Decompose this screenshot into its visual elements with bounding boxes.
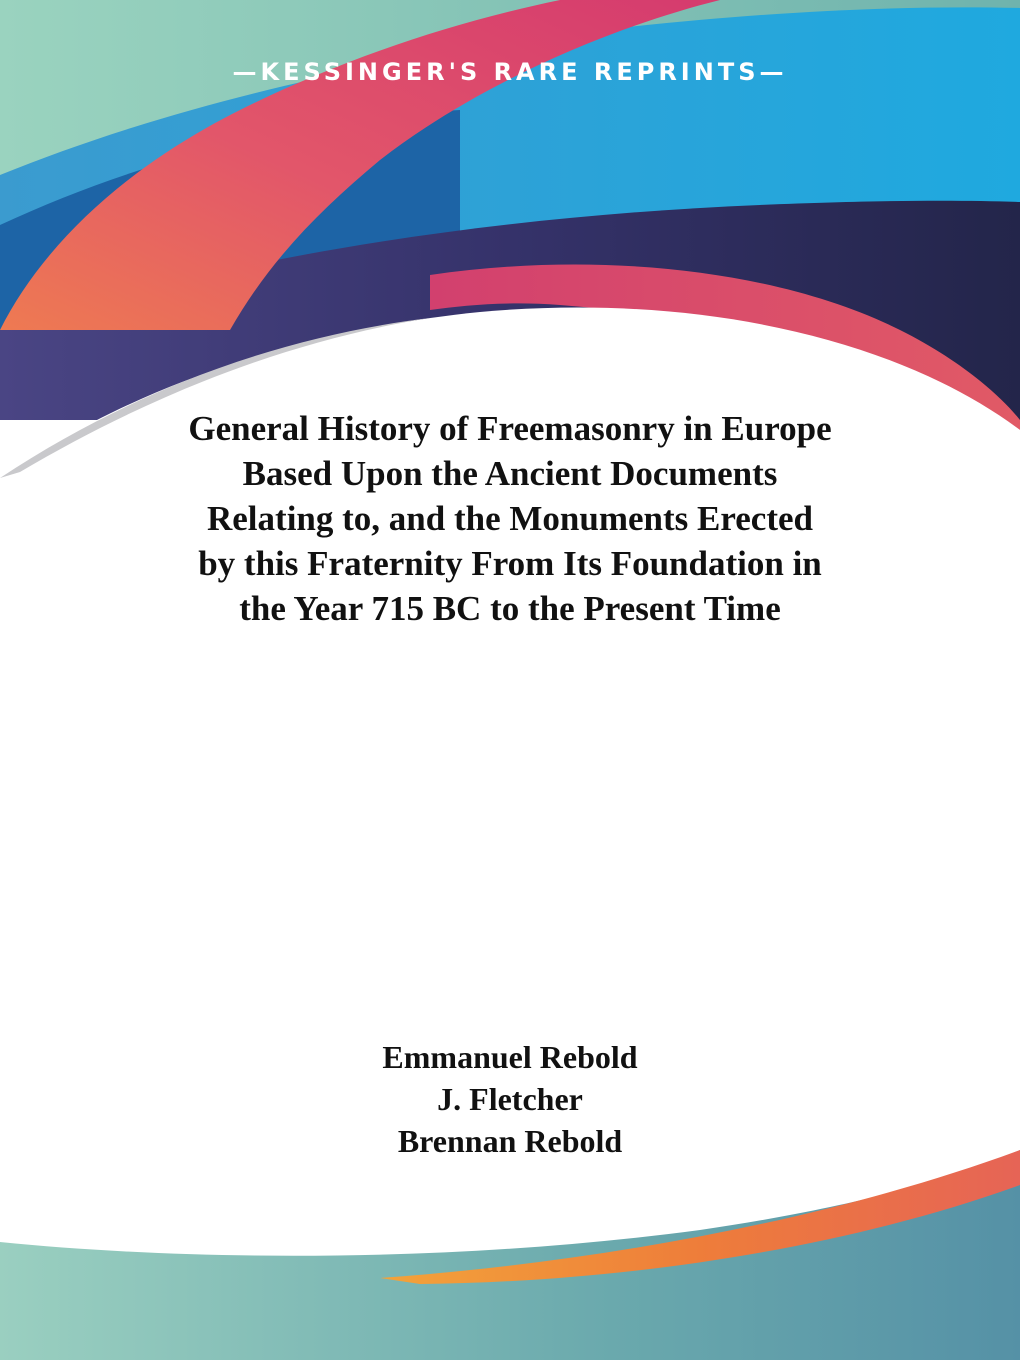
title-line: General History of Freemasonry in Europe — [188, 409, 832, 448]
author-name: Brennan Rebold — [397, 1123, 623, 1159]
title-line: Based Upon the Ancient Documents — [242, 454, 778, 493]
author-name: J. Fletcher — [437, 1081, 583, 1117]
author-name: Emmanuel Rebold — [382, 1039, 638, 1075]
publisher-imprint: —KESSINGER'S RARE REPRINTS— — [232, 58, 788, 86]
title-line: Relating to, and the Monuments Erected — [207, 499, 813, 538]
book-title — [110, 406, 910, 631]
title-line: the Year 715 BC to the Present Time — [239, 589, 781, 628]
title-line: by this Fraternity From Its Foundation in — [198, 544, 822, 583]
author-list — [210, 1036, 810, 1162]
